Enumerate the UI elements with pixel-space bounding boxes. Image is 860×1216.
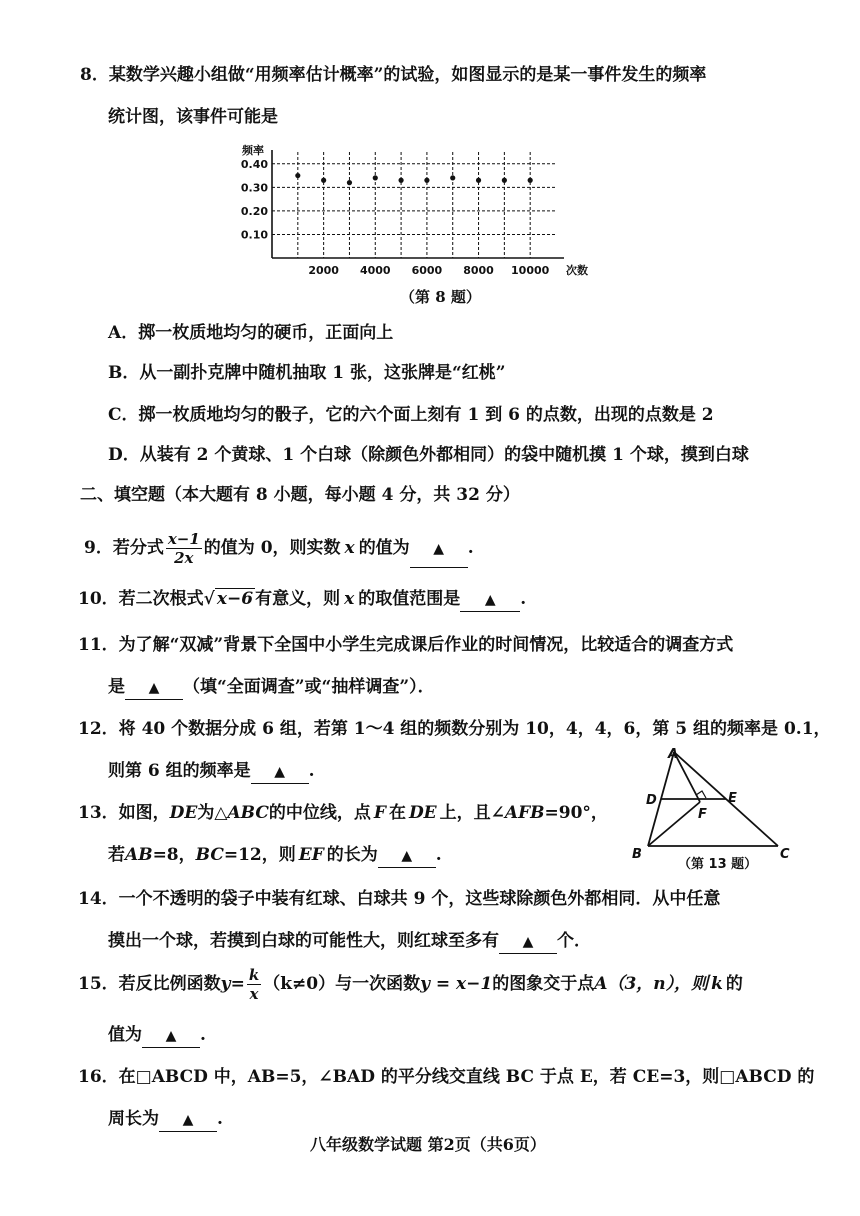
q15-y: y	[220, 974, 231, 994]
data-point	[476, 178, 481, 183]
q14-suffix: 个．	[557, 931, 591, 951]
q15-eq: =	[230, 974, 245, 994]
q13-de-2: DE	[408, 803, 437, 823]
page-footer: 八年级数学试题 第2页（共6页）	[310, 1135, 546, 1154]
q9-prefix: 9．若分式	[84, 538, 164, 558]
q8-stem-line1: 8．某数学兴趣小组做“用频率估计概率”的试验，如图显示的是某一事件发生的频率	[80, 65, 707, 85]
q16-prefix: 周长为	[108, 1109, 159, 1129]
data-point	[295, 173, 300, 178]
q15-tail: 的	[725, 974, 743, 994]
q10-end: .	[520, 589, 527, 609]
q13-abc: ABC	[227, 803, 269, 823]
y-tick-label: 0.10	[240, 228, 268, 242]
q12-end: .	[308, 761, 315, 781]
data-point	[373, 175, 378, 180]
q10-radicand: x−6	[216, 589, 254, 609]
q14-line1: 14．一个不透明的袋子中装有红球、白球共 9 个，这些球除颜色外都相同．从中任意	[78, 889, 721, 909]
section-heading	[80, 484, 520, 506]
q15-line1	[78, 964, 743, 1004]
q15-answer-blank[interactable]: ▲	[142, 1025, 200, 1048]
q14-line2	[108, 930, 591, 954]
q13-text-i: =12，则	[223, 845, 296, 865]
y-tick-label: 0.30	[240, 181, 268, 195]
q15-condition: （k≠0）与一次函数	[263, 974, 421, 994]
q16-line2	[108, 1108, 223, 1132]
data-point	[347, 180, 352, 185]
q10-var: x	[344, 589, 355, 609]
data-point	[528, 178, 533, 183]
q13-text-c: 的中位线，点	[268, 803, 371, 823]
q8-option-b: B．从一副扑克牌中随机抽取 1 张，这张牌是“红桃”	[108, 363, 506, 383]
q13-end: .	[435, 845, 442, 865]
x-tick-label: 2000	[308, 264, 339, 277]
data-point	[450, 175, 455, 180]
q13-line1	[78, 802, 608, 824]
q13-caption: （第 13 题）	[678, 857, 758, 871]
data-point	[398, 178, 403, 183]
label-f: F	[698, 807, 707, 822]
section-title: 二、填空题	[80, 485, 165, 505]
q9-numerator: x−1	[167, 530, 200, 548]
x-tick-label: 6000	[411, 264, 443, 277]
q13-text-b: 为△	[197, 803, 228, 823]
q8-stem-line2: 统计图，该事件可能是	[108, 107, 278, 127]
q9-answer-blank[interactable]: ▲	[410, 531, 468, 568]
data-point	[502, 178, 507, 183]
q13-answer-blank[interactable]: ▲	[378, 845, 436, 868]
q9	[84, 530, 474, 568]
q11-line1: 11．为了解“双减”背景下全国中小学生完成课后作业的时间情况，比较适合的调查方式	[78, 635, 734, 655]
x-tick-label: 10000	[511, 264, 550, 277]
q13-text-g: 若	[108, 845, 125, 865]
data-point	[321, 178, 326, 183]
q16-answer-blank[interactable]: ▲	[159, 1109, 217, 1132]
q9-end: .	[467, 538, 474, 558]
q8-caption: （第 8 题）	[400, 288, 481, 306]
q10	[78, 588, 526, 612]
q8-option-d: D．从装有 2 个黄球、1 个白球（除颜色外都相同）的袋中随机摸 1 个球，摸到白球	[108, 445, 749, 465]
q13-text-d: 在	[388, 803, 406, 823]
q15-fraction	[247, 966, 261, 1003]
q13-text-j: 的长为	[326, 845, 378, 865]
q13-ef: EF	[298, 845, 324, 865]
q15-numerator: k	[248, 966, 260, 984]
q11-prefix: 是	[108, 677, 125, 697]
x-tick-label: 4000	[359, 264, 391, 277]
q14-prefix: 摸出一个球，若摸到白球的可能性大，则红球至多有	[108, 931, 499, 951]
q13-de: DE	[169, 803, 198, 823]
q15-prefix-2: 值为	[108, 1025, 142, 1045]
q11-answer-blank[interactable]: ▲	[125, 677, 183, 700]
q15-prefix: 15．若反比例函数	[78, 974, 221, 994]
y-tick-label: 0.40	[240, 157, 268, 171]
q11-line2	[108, 676, 435, 700]
q13-afb: AFB	[504, 803, 545, 823]
q13-ab: AB	[125, 845, 153, 865]
q10-answer-blank[interactable]: ▲	[460, 589, 520, 612]
label-d: D	[646, 793, 657, 808]
label-c: C	[780, 847, 790, 862]
q13-bc: BC	[195, 845, 224, 865]
q12-line2	[108, 760, 315, 784]
q15-denominator: x	[249, 985, 259, 1003]
q9-middle: 的值为 0，则实数	[203, 538, 341, 558]
segment-bf	[648, 802, 700, 846]
q13-text-e: 上，且∠	[439, 803, 505, 823]
q13-line2	[108, 844, 442, 868]
label-e: E	[728, 791, 737, 806]
q15-middle: 的图象交于点	[492, 974, 595, 994]
q9-post: 的值为	[358, 538, 410, 558]
frequency-chart	[240, 142, 600, 282]
y-tick-label: 0.20	[240, 204, 268, 218]
q12-prefix: 则第 6 组的频率是	[108, 761, 251, 781]
section-note: （本大题有 8 小题，每小题 4 分，共 32 分）	[165, 485, 520, 505]
q8-option-a: A．掷一枚质地均匀的硬币，正面向上	[108, 323, 394, 343]
q10-middle: 有意义，则	[255, 589, 341, 609]
q10-prefix: 10．若二次根式	[78, 589, 204, 609]
q10-post: 的取值范围是	[358, 589, 461, 609]
label-a: A	[668, 747, 679, 762]
q11-suffix: （填“全面调查”或“抽样调查”）．	[183, 677, 435, 697]
data-point	[424, 178, 429, 183]
q15-line2	[108, 1024, 206, 1048]
q9-fraction	[166, 530, 202, 567]
x-axis-label: 次数	[566, 264, 588, 277]
q13-text-a: 13．如图，	[78, 803, 170, 823]
q9-var: x	[344, 538, 355, 558]
triangle-figure	[630, 746, 800, 871]
q13-text-f: =90°，	[544, 803, 608, 823]
q16-line1: 16．在□ABCD 中，AB=5，∠BAD 的平分线交直线 BC 于点 E，若 CE=3，则□ABCD 的	[78, 1067, 815, 1087]
y-axis-label: 频率	[242, 144, 264, 157]
q16-end: .	[217, 1109, 223, 1129]
q8-option-c: C．掷一枚质地均匀的骰子，它的六个面上刻有 1 到 6 的点数，出现的点数是 2	[108, 405, 714, 425]
q15-point: A（3，n），则	[594, 974, 709, 994]
q13-f: F	[373, 803, 386, 823]
q15-end: .	[200, 1025, 206, 1045]
q14-answer-blank[interactable]: ▲	[499, 931, 557, 954]
q9-denominator: 2x	[174, 549, 194, 567]
label-b: B	[632, 847, 642, 862]
x-tick-label: 8000	[463, 264, 494, 277]
q15-linear: y = x−1	[420, 974, 493, 994]
q12-line1: 12．将 40 个数据分成 6 组，若第 1～4 组的频数分别为 10，4，4，6，第 5 组的频率是 0.1，	[78, 719, 831, 739]
radical-sign: √	[203, 589, 215, 609]
q15-k: k	[711, 974, 723, 994]
q12-answer-blank[interactable]: ▲	[251, 761, 309, 784]
q13-text-h: =8，	[152, 845, 196, 865]
